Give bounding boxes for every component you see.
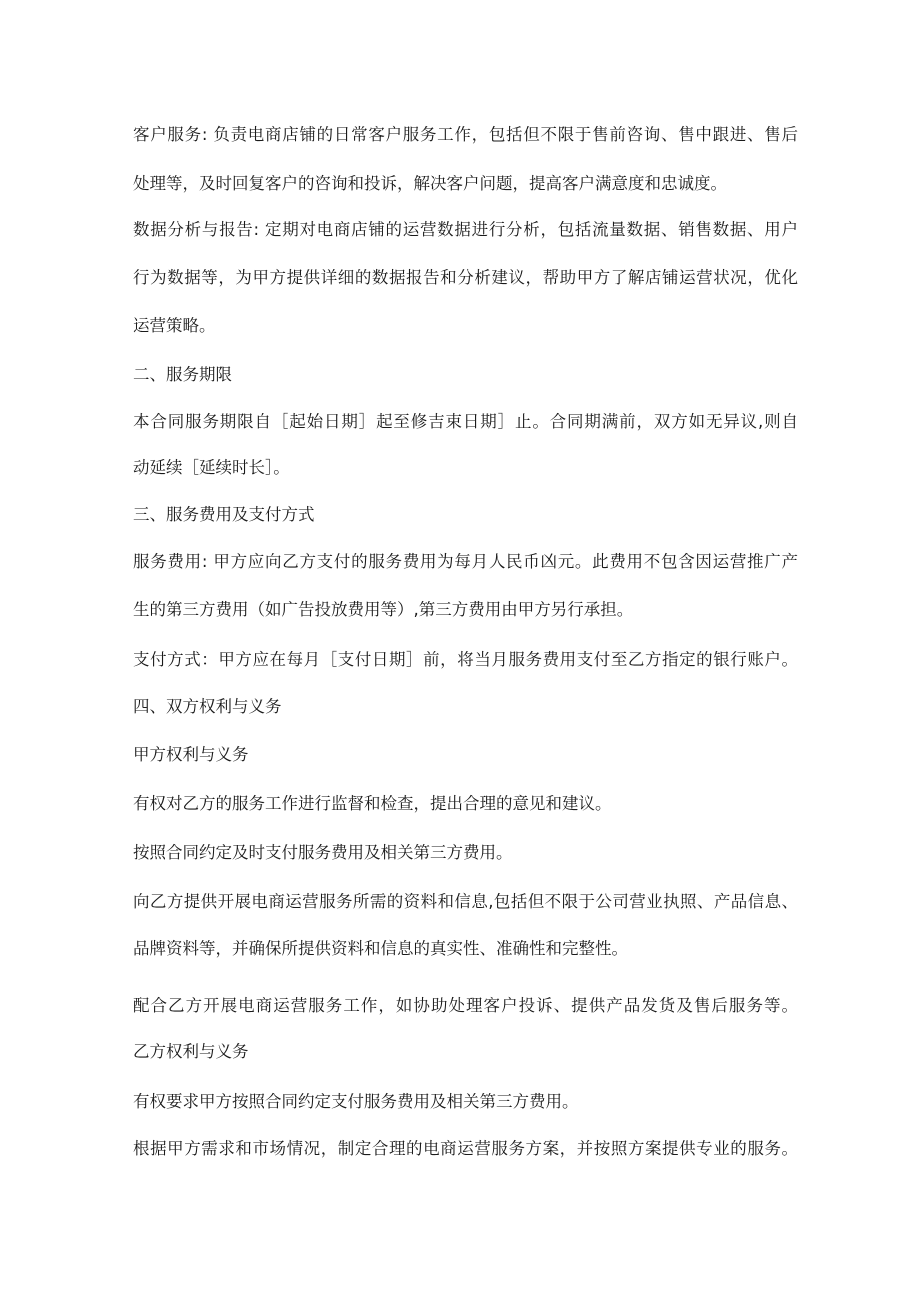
text-line-party-a-3a: 向乙方提供开展电商运营服务所需的资料和信息,包括但不限于公司营业执照、产品信息、: [133, 892, 798, 911]
section-heading-fees-payment: 三、服务费用及支付方式: [133, 505, 315, 524]
text-line-service-period-1: 本合同服务期限自［起始日期］起至修吉束日期］止。合同期满前，双方如无异议,则自: [133, 412, 798, 431]
section-heading-service-period: 二、服务期限: [133, 365, 232, 384]
text-line-service-fee-2: 生的第三方费用（如广告投放费用等）,第三方费用由甲方另行承担。: [133, 600, 634, 619]
subheading-party-a-rights: 甲方权利与义务: [133, 745, 249, 764]
text-line-service-period-2: 动延续［延续时长］。: [133, 458, 290, 477]
text-line-party-b-2: 根据甲方需求和市场情况，制定合理的电商运营服务方案，并按照方案提供专业的服务。: [133, 1139, 798, 1158]
section-heading-rights-obligations: 四、双方权利与义务: [133, 697, 282, 716]
subheading-party-b-rights: 乙方权利与义务: [133, 1042, 249, 1061]
text-line-party-b-1: 有权要求甲方按照合同约定支付服务费用及相关第三方费用。: [133, 1092, 579, 1111]
text-line-data-analysis-2: 行为数据等，为甲方提供详细的数据报告和分析建议，帮助甲方了解店铺运营状况，优化: [133, 268, 798, 287]
text-line-customer-service-2: 处理等，及时回复客户的咨询和投诉，解决客户问题，提高客户满意度和忠诚度。: [133, 174, 727, 193]
text-line-service-fee-1: 服务费用: 甲方应向乙方支付的服务费用为每月人民币凶元。此费用不包含因运营推广产: [133, 552, 798, 571]
text-line-data-analysis-3: 运营策略。: [133, 316, 216, 335]
text-line-party-a-1: 有权对乙方的服务工作进行监督和检查，提出合理的意见和建议。: [133, 794, 612, 813]
text-line-data-analysis-1: 数据分析与报告: 定期对电商店铺的运营数据进行分析，包括流量数据、销售数据、用户: [133, 220, 798, 239]
text-line-customer-service-1: 客户服务: 负责电商店铺的日常客户服务工作，包括但不限于售前咨询、售中跟进、售后: [133, 125, 798, 144]
text-line-party-a-2: 按照合同约定及时支付服务费用及相关第三方费用。: [133, 843, 513, 862]
text-line-party-a-3b: 品牌资料等，并确保所提供资料和信息的真实性、准确性和完整性。: [133, 939, 628, 958]
text-line-party-a-4: 配合乙方开展电商运营服务工作，如协助处理客户投诉、提供产品发货及售后服务等。: [133, 996, 798, 1015]
text-line-payment-method: 支付方式：甲方应在每月［支付日期］前，将当月服务费用支付至乙方指定的银行账户。: [133, 650, 798, 669]
